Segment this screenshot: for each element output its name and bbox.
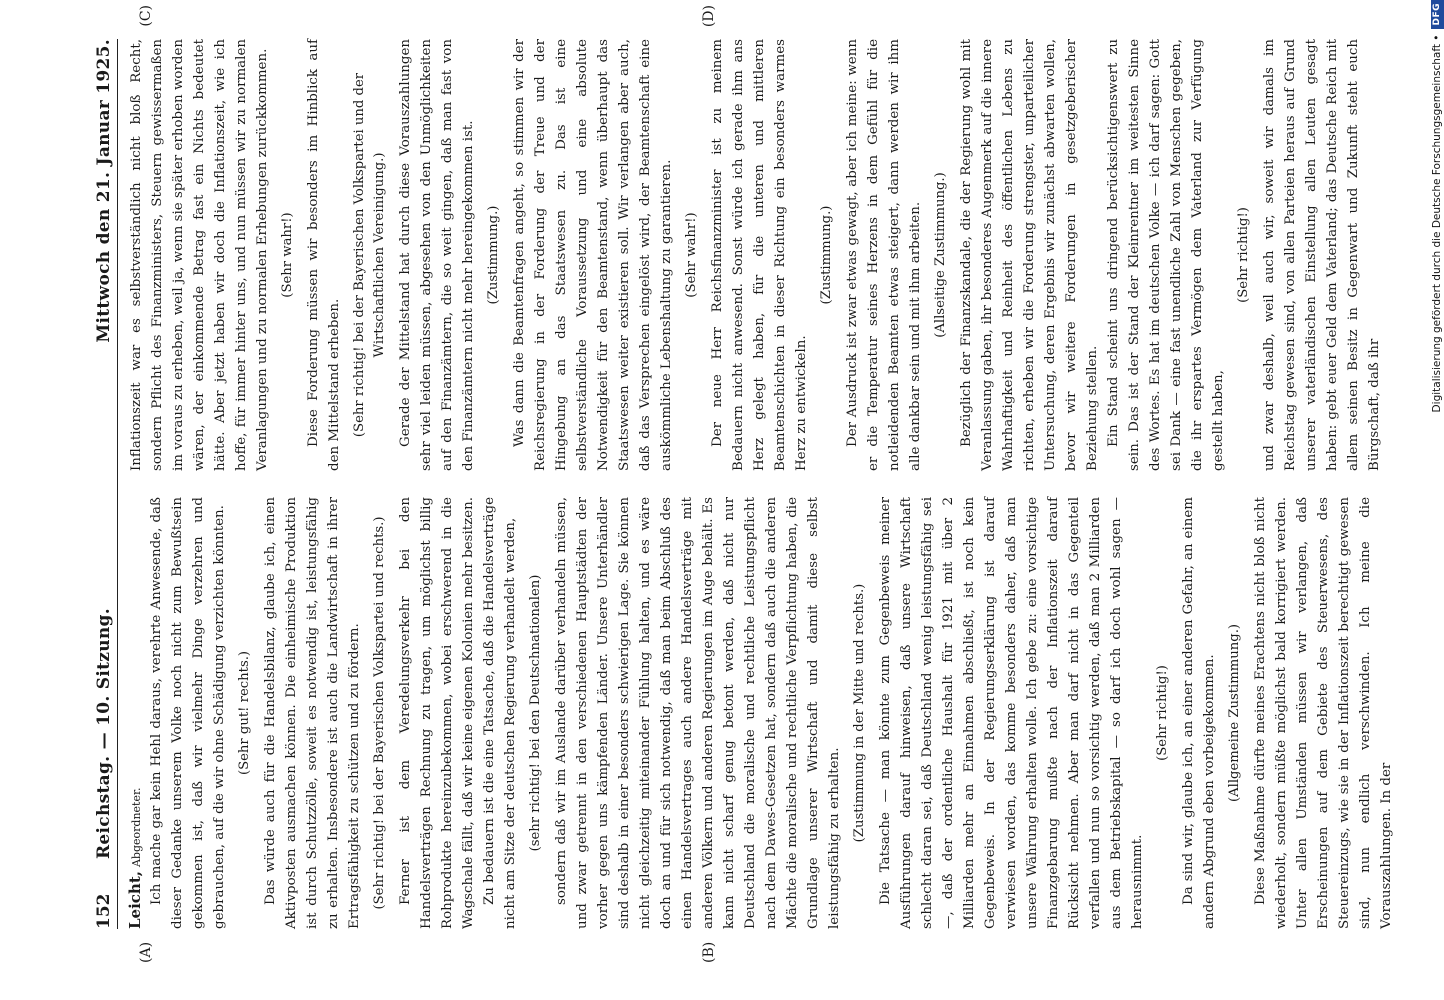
interjection: (Sehr richtig! bei der Bayerischen Volkspartei und rechts.) bbox=[372, 516, 387, 910]
speech-paragraph: Zu bedauern ist die eine Tatsache, daß die Handelsverträge nicht am Sitze der deutschen Regierung verhandelt werden, bbox=[482, 497, 518, 929]
interjection: (Sehr richtig!) bbox=[1236, 207, 1251, 303]
header-date: Mittwoch den 21. Januar 1925. bbox=[94, 39, 114, 343]
interjection: (Allgemeine Zustimmung.) bbox=[1227, 623, 1242, 803]
left-column bbox=[126, 497, 1394, 963]
interjection: (Sehr wahr!) bbox=[684, 212, 699, 298]
speech-paragraph: Bezüglich der Finanzskandale, die der Regierung wohl mit Veranlassung gaben, ihr besonderes Augenmerk auf die innere Wahrhaftigkeit und Reinheit des öffentlichen Lebens zu richten, erheben wir die Forderung strengster, unparteilicher Untersuchung, deren Ergebnis wir zunächst abwarten wollen, bevor wir weitere Forderungen in gesetzgeberischer Beziehung stellen. bbox=[959, 39, 1100, 471]
text-columns bbox=[118, 5, 1394, 963]
speech-paragraph: Ein Stand scheint uns dringend berücksichtigenswert zu sein. Das ist der Stand der Kleinrentner im weitesten Sinne des Wortes. Es hat im deutschen Volke — ich darf sagen: Gott sei Dank — eine fast unendliche Zahl von Menschen gegeben, die ihr erspartes Vermögen dem Vaterland zur Verfügung gestellt haben, bbox=[1106, 39, 1226, 471]
speech-paragraph: Der neue Herr Reichsfinanzminister ist zu meinem Bedauern nicht anwesend. Sonst würde ich gerade ihm ans Herz gelegt haben, für die unteren und mittleren Beamtenschichten in dieser Richtung ein besonders warmes Herz zu entwickeln. bbox=[710, 39, 809, 471]
right-column-body bbox=[126, 39, 1385, 471]
speech-paragraph: Der Ausdruck ist zwar etwas gewagt, aber ich meine: wenn er die Temperatur seines Herzens in dem Gefühl für die notleidenden Beamten etwas steigert, dann werden wir ihm alle dankbar sein und mit ihm arbeiten. bbox=[845, 39, 923, 471]
speaker-line bbox=[126, 497, 144, 929]
speech-paragraph: Inflationszeit war es selbstverständlich nicht bloß Recht, sondern Pflicht des Finanzministers, Steuern gewissermaßen im voraus zu erheben, weil ja, wenn sie später erhoben worden wären, der einkommende Betrag fast ein Nichts bedeutet hätte. Aber jetzt haben wir doch die Inflationszeit, wie ich hoffe, für immer hinter uns, und nun müssen wir zu normalen Veranlagungen und zu normalen Erhebungen zurückkommen. bbox=[129, 39, 270, 471]
margin-marker-d: (D) bbox=[701, 5, 717, 28]
page-number: 152 bbox=[94, 893, 114, 929]
digitization-note bbox=[1430, 0, 1444, 990]
interjection: (Zustimmung in der Mitte und rechts.) bbox=[852, 583, 867, 843]
interjection: (sehr richtig! bei den Deutschnationalen) bbox=[528, 574, 543, 852]
speech-paragraph: Das würde auch für die Handelsbilanz, glaube ich, einen Aktivposten ausmachen können. Die einheimische Produktion ist durch Schutzzölle, soweit es notwendig ist, leistungsfähig zu erhalten. Insbesondere ist auch die Landwirtschaft in ihrer Ertragsfähigkeit zu schützen und zu fördern. bbox=[263, 497, 362, 929]
digitization-note-text: Digitalisierung gefördert durch die Deutsche Forschungsgemeinschaft • bbox=[1431, 34, 1443, 413]
right-column bbox=[126, 5, 1382, 471]
running-head bbox=[80, 39, 118, 929]
interjection: (Sehr richtig! bei der Bayerischen Volkspartei und der Wirtschaftlichen Vereinigung.) bbox=[352, 72, 387, 438]
margin-marker-c: (C) bbox=[138, 5, 154, 27]
interjection: (Sehr richtig!) bbox=[1155, 665, 1170, 761]
speech-paragraph: Die Tatsache — man könnte zum Gegenbeweis meiner Ausführungen darauf hinweisen, daß unsere Wirtschaft schlecht daran sei, daß Deutschland wenig leistungsfähig sei —, daß der ordentliche Haushalt für 1921 mit über 2 Milliarden mehr an Einnahmen abschließt, ist noch kein Gegenbeweis. In der Regierungserklärung ist darauf verwiesen worden, das komme besonders daher, daß man unsere Währung erhalten wolle. Ich gebe zu: eine vorsichtige Finanzgebarung mußte nach der Inflationszeit darauf Rücksicht nehmen. Aber man darf nicht in das Gegenteil verfallen und nun so vorsichtig werden, daß man 2 Milliarden aus dem Betriebskapital — so darf ich doch wohl sagen — herausnimmt. bbox=[878, 497, 1145, 929]
speech-paragraph: Diese Forderung müssen wir besonders im Hinblick auf den Mittelstand erheben. bbox=[306, 39, 342, 471]
speaker-name: Leicht, bbox=[126, 871, 144, 929]
left-column-body bbox=[146, 497, 1397, 929]
rotated-page bbox=[80, 5, 1394, 963]
dfg-logo: DFG bbox=[1431, 0, 1444, 29]
interjection: (Zustimmung.) bbox=[819, 205, 834, 305]
speech-paragraph: Ferner ist dem Veredelungsverkehr bei den Handelsverträgen Rechnung zu tragen, um möglichst billig Rohprodukte hereinzubekommen, wobei erschwerend in die Wagschale fällt, daß wir keine eigenen Kolonien mehr besitzen. bbox=[398, 497, 476, 929]
interjection: (Allseitige Zustimmung.) bbox=[933, 172, 948, 338]
speech-paragraph: Diese Maßnahme dürfte meines Erachtens nicht bloß nicht wiederholt, sondern müßte möglichst bald korrigiert werden. Unter allen Umständen müssen wir verlangen, daß Erscheinungen auf dem Gebiete des Steuerwesens, des Steuereinzugs, wie sie in der Inflationszeit berechtigt gewesen sind, nun endlich verschwinden. Ich meine die Vorauszahlungen. In der bbox=[1253, 497, 1394, 929]
header-title: Reichstag. — 10. Sitzung. bbox=[94, 608, 114, 859]
speech-paragraph: Da sind wir, glaube ich, an einer anderen Gefahr, an einem andern Abgrund eben vorbeigekommen. bbox=[1181, 497, 1217, 929]
speech-paragraph: und zwar deshalb, weil auch wir, soweit wir damals im Reichstag gewesen sind, von allen Parteien heraus auf Grund unserer vaterländischen Einstellung allen Leuten gesagt haben: gebt euer Geld dem Vaterland; das Deutsche Reich mit allem seinen Besitz in Gegenwart und Zukunft steht euch Bürgschaft, daß ihr bbox=[1262, 39, 1382, 471]
speaker-role: Abgeordneter. bbox=[130, 787, 143, 868]
interjection: (Sehr gut! rechts.) bbox=[237, 650, 252, 776]
interjection: (Sehr wahr!) bbox=[280, 212, 295, 298]
speech-paragraph: Gerade der Mittelstand hat durch diese Vorauszahlungen sehr viel leiden müssen, abgesehen von den Unmöglichkeiten auf den Finanzämtern, die so weit gingen, daß man fast von den Finanzämtern nicht mehr hereingekommen ist. bbox=[398, 39, 476, 471]
speech-paragraph: Ich mache gar kein Hehl daraus, verehrte Anwesende, daß dieser Gedanke unserem Volke noch nicht zum Bewußtsein gekommen ist, daß wir vielmehr Dinge verzehren und gebrauchen, auf die wir ohne Schädigung verzichten könnten. bbox=[149, 497, 227, 929]
speech-paragraph: Was dann die Beamtenfragen angeht, so stimmen wir der Reichsregierung in der Forderung der Treue und der Hingebung an das Staatswesen zu. Das ist eine selbstverständliche Voraussetzung und eine absolute Notwendigkeit für den Beamtenstand, wenn überhaupt das Staatswesen weiter existieren soll. Wir verlangen aber auch, daß das Versprechen eingelöst wird, der Beamtenschaft eine auskömmliche Lebenshaltung zu garantieren. bbox=[512, 39, 674, 471]
speech-paragraph: sondern daß wir im Auslande darüber verhandeln müssen, und zwar getrennt in den verschiedenen Hauptstädten der vorher gegen uns kämpfenden Länder. Unsere Unterhändler sind deshalb in einer besonders schwierigen Lage. Sie können nicht gleichzeitig miteinander Fühlung halten, und es wäre doch an und für sich notwendig, daß man beim Abschluß des einen Handelsvertrages auch andere Handelsverträge mit anderen Völkern und anderen Regierungen im Auge behält. Es kann nicht scharf genug betont werden, daß nicht nur Deutschland die moralische und rechtliche Leistungspflicht nach dem Dawes-Gesetzen hat, sondern daß auch die anderen Mächte die moralische und rechtliche Verpflichtung haben, die Grundlage unserer Wirtschaft und damit diese selbst leistungsfähig zu erhalten. bbox=[554, 497, 842, 929]
margin-marker-b: (B) bbox=[701, 941, 717, 963]
margin-marker-a: (A) bbox=[138, 941, 154, 963]
interjection: (Zustimmung.) bbox=[486, 205, 501, 305]
